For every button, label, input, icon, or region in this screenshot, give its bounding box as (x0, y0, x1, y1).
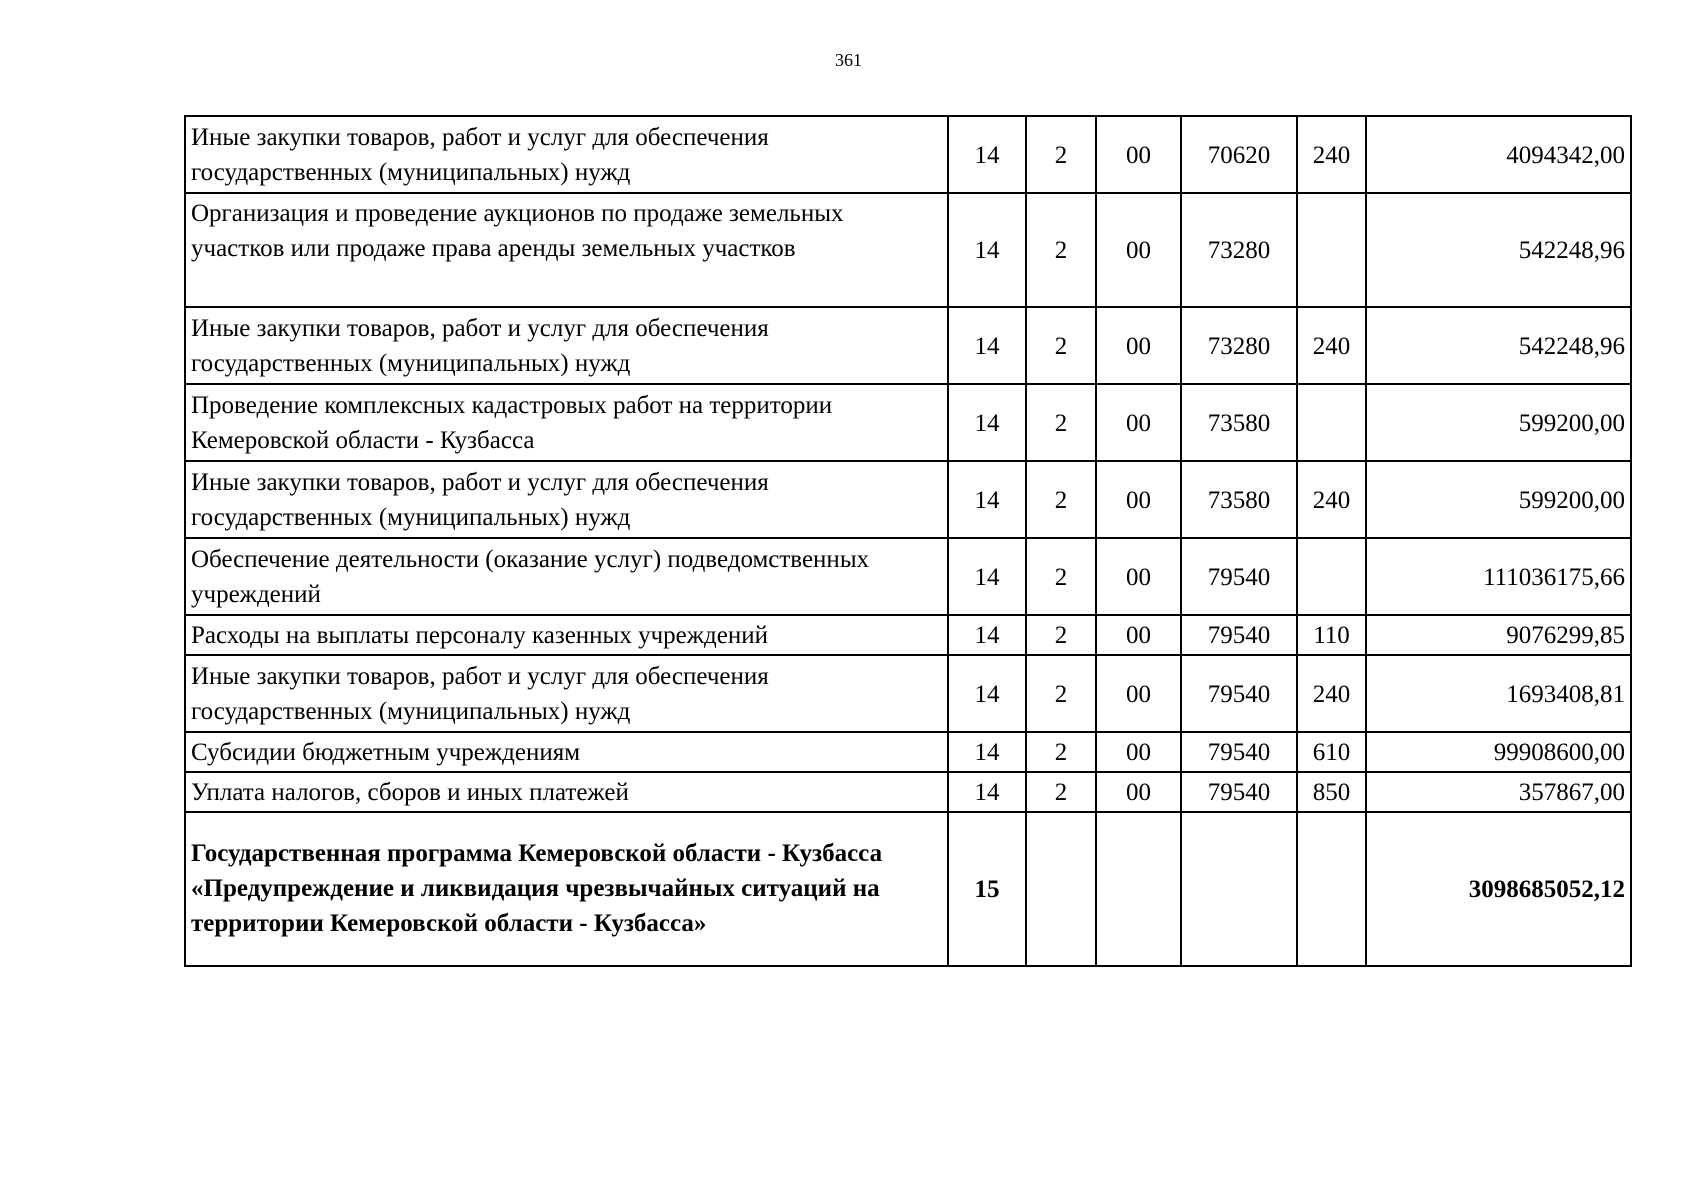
program-code: 14 (948, 732, 1026, 772)
direction-code: 79540 (1181, 732, 1297, 772)
program-code: 15 (948, 812, 1026, 966)
expense-type-code: 240 (1297, 461, 1366, 538)
program-code: 14 (948, 615, 1026, 655)
subprogram-code: 2 (1026, 193, 1096, 307)
event-code (1096, 812, 1181, 966)
row-name: Субсидии бюджетным учреждениям (185, 732, 948, 772)
budget-table (184, 115, 1632, 967)
direction-code: 73580 (1181, 461, 1297, 538)
direction-code: 73280 (1181, 193, 1297, 307)
subprogram-code: 2 (1026, 384, 1096, 461)
expense-type-code: 850 (1297, 772, 1366, 812)
row-name: Организация и проведение аукционов по продаже земельных участков или продаже права аренды земельных участков (185, 193, 948, 307)
event-code: 00 (1096, 732, 1181, 772)
event-code: 00 (1096, 615, 1181, 655)
table-row (185, 655, 1631, 732)
program-code: 14 (948, 307, 1026, 384)
amount: 3098685052,12 (1366, 812, 1631, 966)
event-code: 00 (1096, 307, 1181, 384)
event-code: 00 (1096, 116, 1181, 193)
subprogram-code: 2 (1026, 615, 1096, 655)
amount: 1693408,81 (1366, 655, 1631, 732)
event-code: 00 (1096, 538, 1181, 615)
subprogram-code: 2 (1026, 772, 1096, 812)
expense-type-code (1297, 812, 1366, 966)
direction-code: 79540 (1181, 655, 1297, 732)
subprogram-code (1026, 812, 1096, 966)
direction-code: 70620 (1181, 116, 1297, 193)
subprogram-code: 2 (1026, 461, 1096, 538)
subprogram-code: 2 (1026, 732, 1096, 772)
row-name: Уплата налогов, сборов и иных платежей (185, 772, 948, 812)
amount: 9076299,85 (1366, 615, 1631, 655)
expense-type-code (1297, 193, 1366, 307)
row-name: Иные закупки товаров, работ и услуг для обеспечения государственных (муниципальных) нужд (185, 307, 948, 384)
expense-type-code: 240 (1297, 307, 1366, 384)
amount: 542248,96 (1366, 307, 1631, 384)
direction-code: 73280 (1181, 307, 1297, 384)
event-code: 00 (1096, 193, 1181, 307)
table-row (185, 772, 1631, 812)
table-row (185, 461, 1631, 538)
direction-code: 79540 (1181, 538, 1297, 615)
amount: 357867,00 (1366, 772, 1631, 812)
subprogram-code: 2 (1026, 655, 1096, 732)
amount: 542248,96 (1366, 193, 1631, 307)
expense-type-code: 610 (1297, 732, 1366, 772)
program-code: 14 (948, 772, 1026, 812)
program-code: 14 (948, 116, 1026, 193)
amount: 99908600,00 (1366, 732, 1631, 772)
event-code: 00 (1096, 655, 1181, 732)
table-row (185, 193, 1631, 307)
direction-code: 73580 (1181, 384, 1297, 461)
subprogram-code: 2 (1026, 116, 1096, 193)
program-code: 14 (948, 193, 1026, 307)
expense-type-code (1297, 384, 1366, 461)
table-row (185, 307, 1631, 384)
row-name: Иные закупки товаров, работ и услуг для обеспечения государственных (муниципальных) нужд (185, 461, 948, 538)
table-row (185, 538, 1631, 615)
program-code: 14 (948, 384, 1026, 461)
table-row (185, 732, 1631, 772)
program-code: 14 (948, 655, 1026, 732)
subprogram-code: 2 (1026, 538, 1096, 615)
row-name: Иные закупки товаров, работ и услуг для обеспечения государственных (муниципальных) нужд (185, 655, 948, 732)
program-code: 14 (948, 538, 1026, 615)
table-row-program-total (185, 812, 1631, 966)
table-row (185, 615, 1631, 655)
direction-code (1181, 812, 1297, 966)
amount: 599200,00 (1366, 384, 1631, 461)
table-row (185, 384, 1631, 461)
table-row (185, 116, 1631, 193)
row-name: Иные закупки товаров, работ и услуг для обеспечения государственных (муниципальных) нужд (185, 116, 948, 193)
program-code: 14 (948, 461, 1026, 538)
row-name: Расходы на выплаты персоналу казенных учреждений (185, 615, 948, 655)
subprogram-code: 2 (1026, 307, 1096, 384)
event-code: 00 (1096, 461, 1181, 538)
amount: 599200,00 (1366, 461, 1631, 538)
amount: 4094342,00 (1366, 116, 1631, 193)
amount: 111036175,66 (1366, 538, 1631, 615)
expense-type-code: 240 (1297, 655, 1366, 732)
row-name: Обеспечение деятельности (оказание услуг) подведомственных учреждений (185, 538, 948, 615)
row-name: Государственная программа Кемеровской области - Кузбасса «Предупреждение и ликвидация чрезвычайных ситуаций на территории Кемеровской области - Кузбасса» (185, 812, 948, 966)
page-number: 361 (835, 50, 862, 70)
row-name: Проведение комплексных кадастровых работ на территории Кемеровской области - Кузбасса (185, 384, 948, 461)
direction-code: 79540 (1181, 772, 1297, 812)
direction-code: 79540 (1181, 615, 1297, 655)
expense-type-code (1297, 538, 1366, 615)
event-code: 00 (1096, 772, 1181, 812)
expense-type-code: 110 (1297, 615, 1366, 655)
expense-type-code: 240 (1297, 116, 1366, 193)
event-code: 00 (1096, 384, 1181, 461)
